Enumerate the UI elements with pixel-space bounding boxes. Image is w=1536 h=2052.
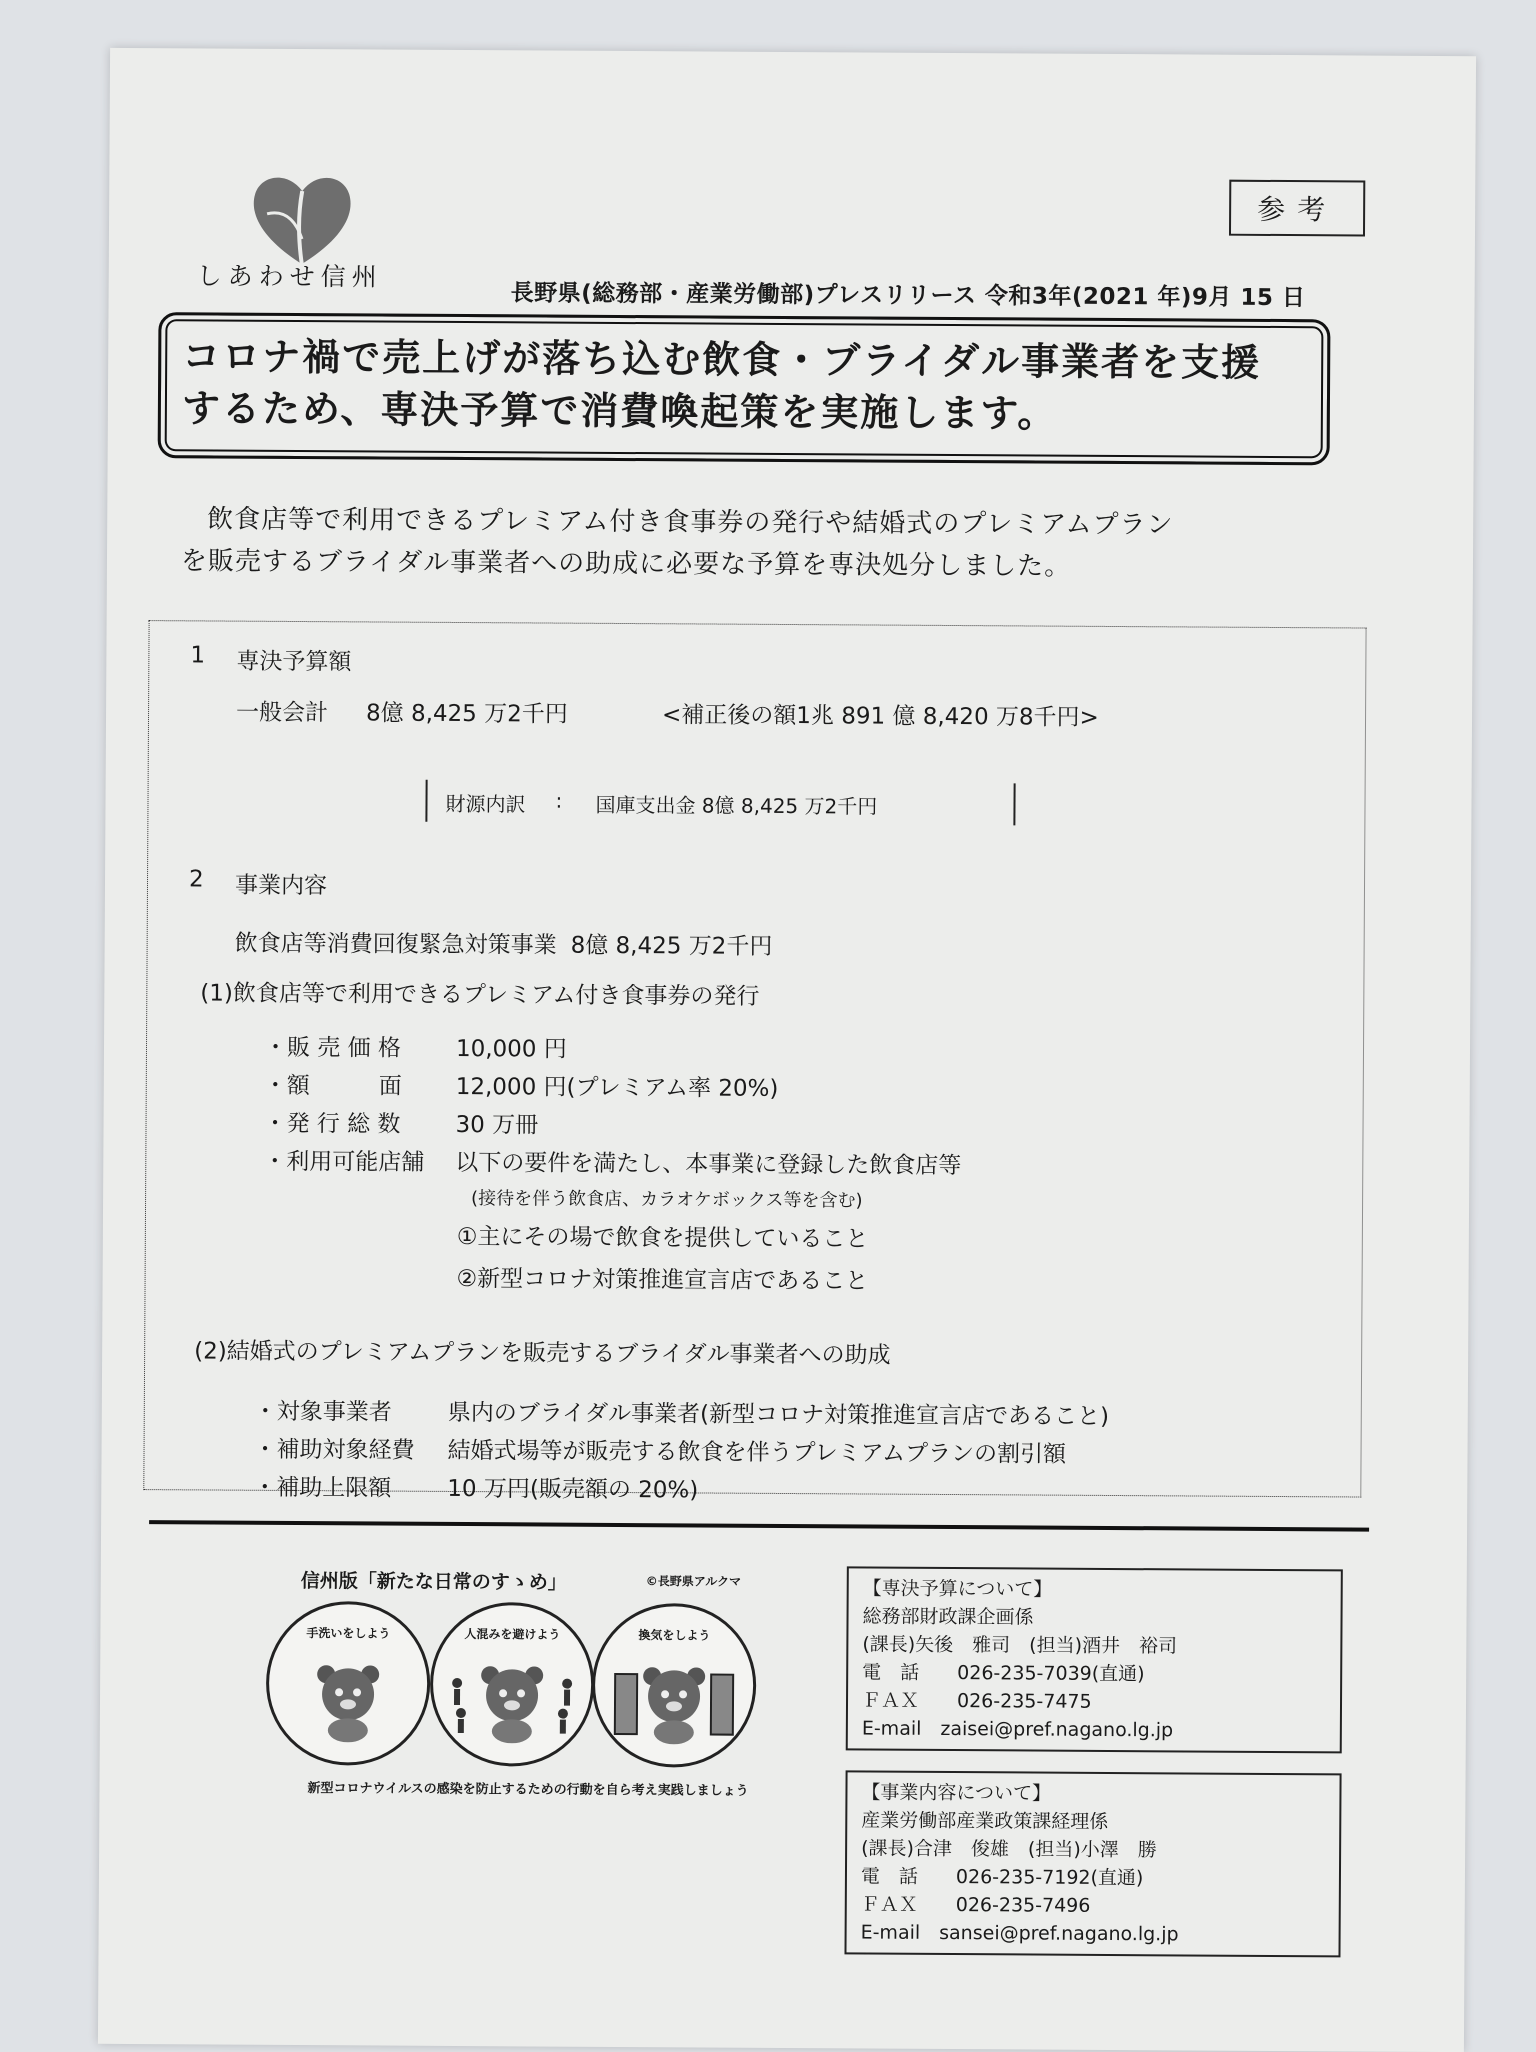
reference-label: 参考 (1229, 180, 1365, 237)
press-release-paper (98, 48, 1476, 2052)
sub2-item-label: ・補助対象経費 (253, 1436, 415, 1464)
subsection1-title: (1)飲食店等で利用できるプレミアム付き食事券の発行 (200, 980, 760, 1010)
people-icon (447, 1675, 577, 1736)
bear-mascot-icon (312, 1662, 384, 1742)
section2-title: 事業内容 (234, 872, 328, 900)
section-divider (149, 1520, 1369, 1531)
avoid-crowds-label: 人混みを避けよう (464, 1627, 561, 1642)
sub1-item-value: 12,000 円(プレミアム率 20%) (455, 1073, 779, 1102)
contact-heading: 【専決予算について】 (862, 1577, 1053, 1601)
intro-line-2: を販売するブライダル事業者への助成に必要な予算を専決処分しました。 (180, 546, 1072, 582)
budget-contact-box (846, 1566, 1343, 1753)
sub1-item-value: 以下の要件を満たし、本事業に登録した飲食店等 (455, 1149, 962, 1180)
subsection2-title: (2)結婚式のプレミアムプランを販売するブライダル事業者への助成 (194, 1338, 891, 1369)
handwash-circle (266, 1601, 431, 1766)
contact-persons: (課長)合津 俊雄 (担当)小澤 勝 (861, 1837, 1157, 1862)
avoid-crowds-circle (430, 1602, 595, 1767)
contact-fax: ＦＡＸ 026-235-7475 (861, 1689, 1092, 1713)
source-label: 財源内訳 (445, 791, 526, 817)
headline (182, 330, 1313, 441)
contact-division: 総務部財政課企画係 (862, 1605, 1034, 1629)
contact-email[interactable]: E-mail sansei@pref.nagano.lg.jp (860, 1921, 1179, 1946)
contact-phone: 電 話 026-235-7039(直通) (862, 1661, 1145, 1686)
project-name: 飲食店等消費回復緊急対策事業 (234, 930, 557, 959)
project-amount: 8億 8,425 万2千円 (570, 932, 773, 960)
contact-phone: 電 話 026-235-7192(直通) (860, 1865, 1144, 1890)
intro-line-1: 飲食店等で利用できるプレミアム付き食事券の発行や結婚式のプレミアムプラン (207, 504, 1174, 541)
requirement-2: ②新型コロナ対策推進宣言店であること (456, 1265, 869, 1295)
intro-paragraph (181, 498, 1331, 589)
sub1-item-label: ・販 売 価 格 (263, 1034, 402, 1062)
ventilate-label: 換気をしよう (638, 1628, 711, 1643)
section1-number: 1 (190, 642, 206, 669)
bear-mascot-icon (638, 1664, 710, 1744)
sub2-item-value: 10 万円(販売額の 20%) (447, 1475, 699, 1504)
contact-fax: ＦＡＸ 026-235-7496 (860, 1893, 1091, 1917)
sub1-item-label: ・発 行 総 数 (263, 1110, 401, 1138)
slogan-title: 信州版「新たな日常のすゝめ」 (300, 1570, 567, 1594)
requirement-1: ①主にその場で飲食を提供していること (456, 1223, 869, 1253)
section2-number: 2 (188, 866, 204, 893)
contact-division: 産業労働部産業政策課経理係 (861, 1809, 1109, 1833)
sub2-item-label: ・補助上限額 (253, 1474, 392, 1502)
bracket-left (425, 780, 435, 822)
section1-title: 専決予算額 (236, 648, 352, 676)
general-account-label: 一般会計 (235, 699, 329, 727)
source-colon: : (555, 788, 563, 813)
release-line: 長野県(総務部・産業労働部)プレスリリース 令和3年(2021 年)9月 15 日 (510, 280, 1306, 312)
handwash-label: 手洗いをしよう (306, 1626, 391, 1641)
slogan-footer: 新型コロナウイルスの感染を防止するための行動を自ら考え実践しましょう (307, 1781, 749, 1799)
heart-logo-icon (247, 169, 358, 270)
sub1-item-label: ・利用可能店舗 (263, 1148, 425, 1176)
copyright-note: ©長野県アルクマ (645, 1574, 742, 1589)
revised-total: <補正後の額1兆 891 億 8,420 万8千円> (661, 702, 1099, 731)
contact-persons: (課長)矢後 雅司 (担当)酒井 裕司 (862, 1633, 1178, 1658)
headline-line-1: コロナ禍で売上げが落ち込む飲食・ブライダル事業者を支援 (182, 334, 1262, 385)
sub2-item-value: 県内のブライダル事業者(新型コロナ対策推進宣言店であること) (447, 1399, 1110, 1430)
logo-text: しあわせ信州 (196, 261, 383, 292)
general-account-amount: 8億 8,425 万2千円 (365, 700, 568, 728)
contact-heading: 【事業内容について】 (861, 1781, 1052, 1805)
business-contact-box (844, 1770, 1341, 1957)
eligible-store-note: (接待を伴う飲食店、カラオケボックス等を含む) (471, 1188, 863, 1212)
source-value: 国庫支出金 8億 8,425 万2千円 (595, 792, 878, 819)
ventilate-circle (592, 1603, 757, 1768)
sub2-item-value: 結婚式場等が販売する飲食を伴うプレミアムプランの割引額 (447, 1437, 1067, 1468)
sub1-item-value: 30 万冊 (455, 1111, 539, 1139)
bracket-right (1005, 783, 1015, 825)
sub1-item-label: ・額 面 (263, 1072, 402, 1100)
headline-line-2: するため、専決予算で消費喚起策を実施します。 (181, 386, 1058, 436)
sub2-item-label: ・対象事業者 (253, 1398, 392, 1426)
sub1-item-value: 10,000 円 (455, 1035, 567, 1063)
contact-email[interactable]: E-mail zaisei@pref.nagano.lg.jp (861, 1717, 1174, 1742)
